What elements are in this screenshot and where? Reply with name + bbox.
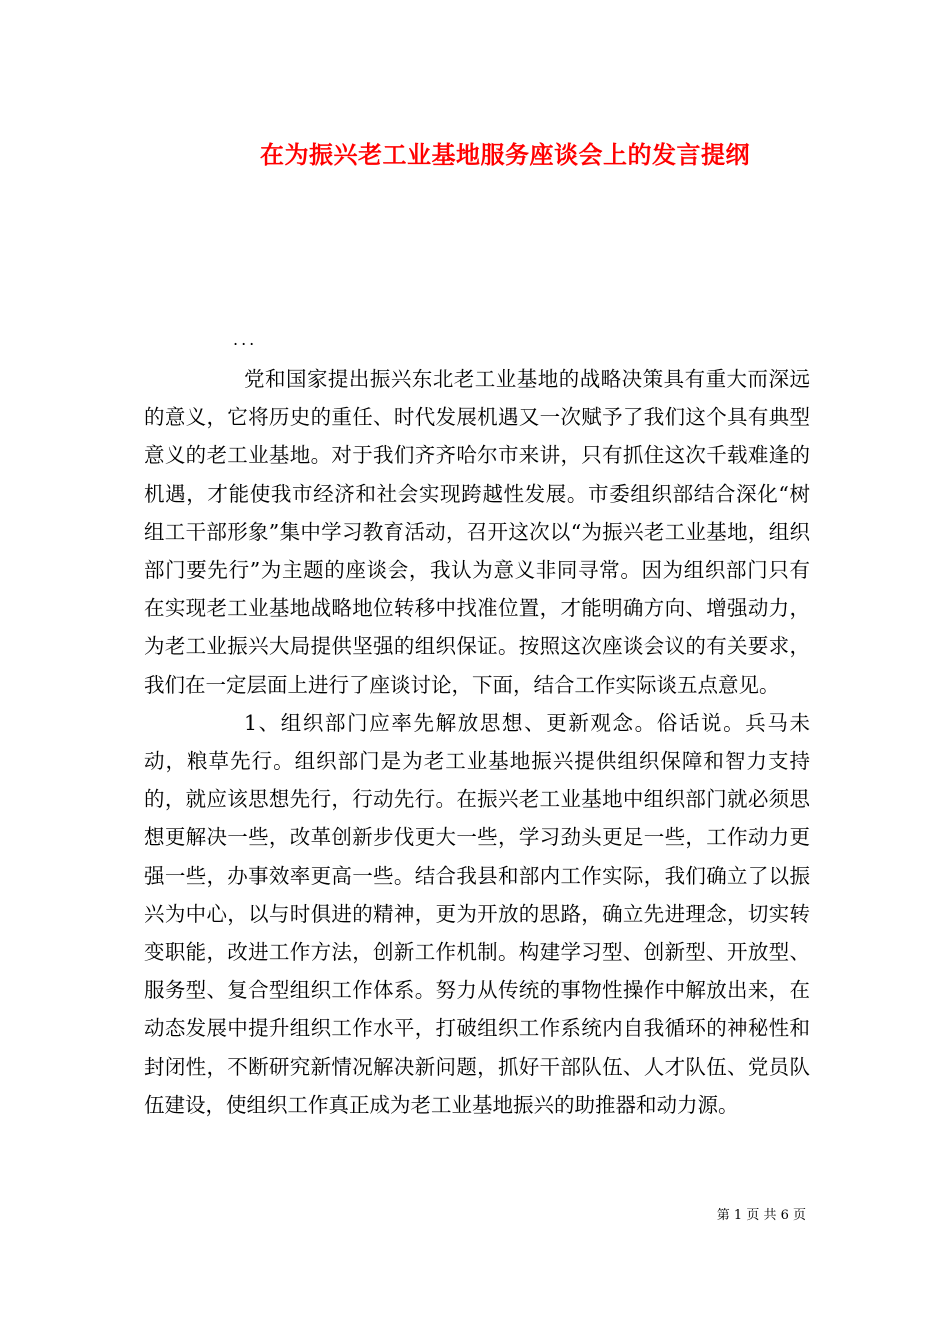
document-title: 在为振兴老工业基地服务座谈会上的发言提纲 bbox=[260, 140, 750, 169]
paragraph-intro: 党和国家提出振兴东北老工业基地的战略决策具有重大而深远的意义，它将历史的重任、时代发展机遇又一次赋予了我们这个具有典型意义的老工业基地。对于我们齐齐哈尔市来讲，只有抓住这次千载难逢的机遇，才能使我市经济和社会实现跨越性发展。市委组织部结合深化“树组工干部形象”集中学习教育活动，召开这次以“为振兴老工业基地，组织部门要先行”为主题的座谈会，我认为意义非同寻常。因为组织部门只有在实现老工业基地战略地位转移中找准位置，才能明确方向、增强动力，为老工业振兴大局提供坚强的组织保证。按照这次座谈会议的有关要求，我们在一定层面上进行了座谈讨论，下面，结合工作实际谈五点意见。 bbox=[144, 367, 810, 697]
page-number-footer: 第 1 页 共 6 页 bbox=[716, 1208, 806, 1223]
document-body bbox=[144, 360, 810, 1124]
paragraph-point-1: 1、组织部门应率先解放思想、更新观念。俗话说。兵马未动，粮草先行。组织部门是为老工业基地振兴提供组织保障和智力支持的，就应该思想先行，行动先行。在振兴老工业基地中组织部门就必须思想更解决一些，改革创新步伐更大一些，学习劲头更足一些，工作动力更强一些，办事效率更高一些。结合我县和部内工作实际，我们确立了以振兴为中心，以与时俱进的精神，更为开放的思路，确立先进理念，切实转变职能，改进工作方法，创新工作机制。构建学习型、创新型、开放型、服务型、复合型组织工作体系。努力从传统的事物性操作中解放出来，在动态发展中提升组织工作水平，打破组织工作系统内自我循环的神秘性和封闭性，不断研究新情况解决新问题，抓好干部队伍、人才队伍、党员队伍建设，使组织工作真正成为老工业基地振兴的助推器和动力源。 bbox=[144, 710, 810, 1117]
ellipsis-marker: ... bbox=[233, 330, 258, 349]
